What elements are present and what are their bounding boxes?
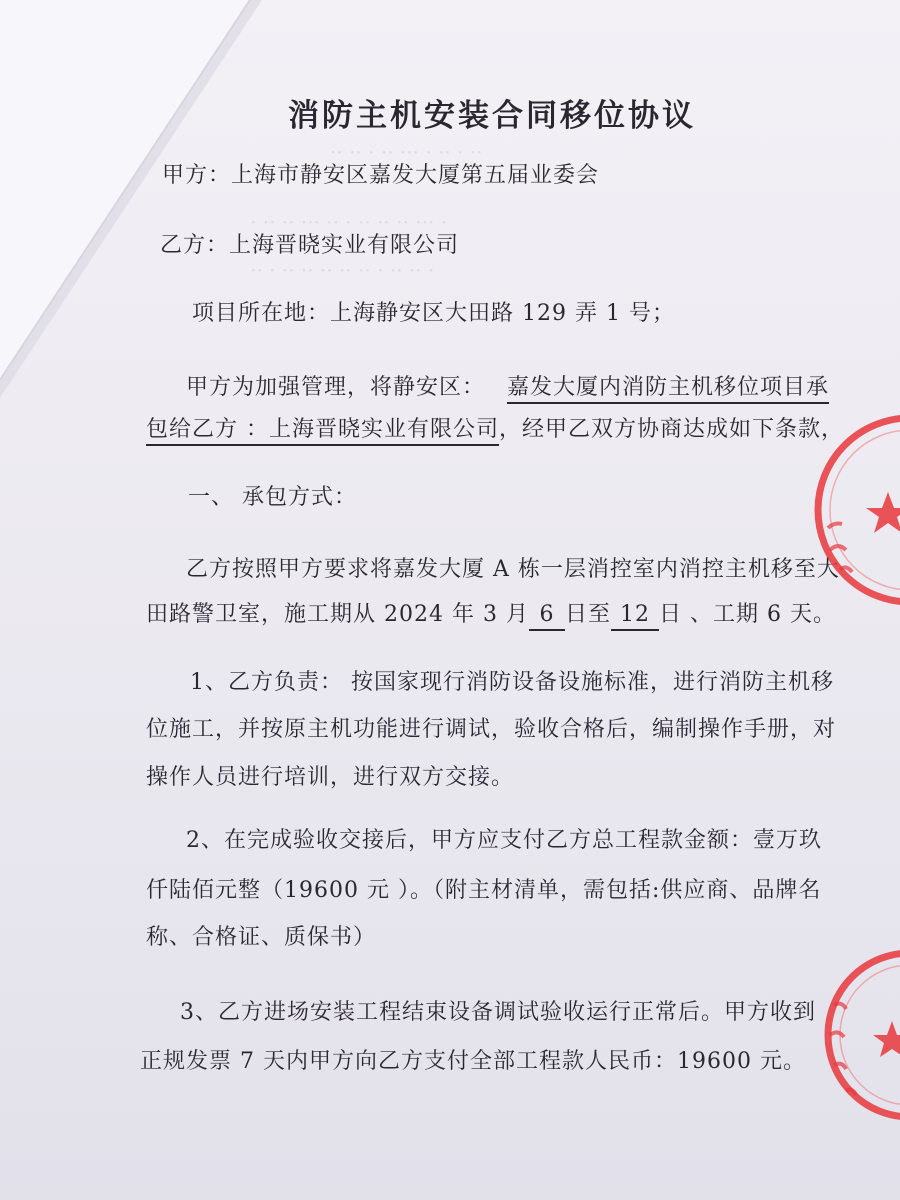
intro-suffix: ，经甲乙双方协商达成如下条款， — [499, 417, 845, 442]
intro-paragraph-line1 — [186, 370, 829, 401]
section1-heading: 一、 承包方式： — [188, 485, 357, 510]
clause3-line2: 正规发票 7 天内甲方向乙方支付全部工程款人民币：19600 元。 — [140, 1049, 806, 1074]
bleed-through-text: ·· · ·· ·· ·· ·· ·· · ·· ·· · — [250, 258, 435, 282]
party-a-name: 上海市静安区嘉发大厦第五届业委会 — [231, 163, 600, 188]
clause2-line2: 仟陆佰元整（19600 元 ）。（附主材清单，需包括:供应商、品牌名 — [146, 878, 822, 903]
intro-project-underlined: 嘉发大厦内消防主机移位项目承 — [507, 375, 829, 404]
construction-period-text: 田路警卫室，施工期从 2024 年 3 月 — [146, 602, 529, 627]
location-label: 项目所在地： — [192, 301, 331, 326]
location-value: 上海静安区大田路 129 弄 1 号； — [330, 301, 675, 326]
clause3-line1: 3、乙方进场安装工程结束设备调试验收运行正常后。甲方收到 — [180, 1000, 816, 1025]
clause2-line1: 2、在完成验收交接后，甲方应支付乙方总工程款金额：壹万玖 — [186, 828, 822, 853]
intro-prefix: 甲方为加强管理，将静安区： — [186, 375, 486, 400]
party-a — [162, 158, 599, 189]
clause2-line3: 称、合格证、质保书） — [146, 925, 377, 950]
party-a-label: 甲方： — [162, 163, 232, 188]
clause1-line3: 操作人员进行培训，进行双方交接。 — [146, 765, 515, 790]
start-day: 6 — [529, 602, 565, 631]
bleed-through-text: · ·· ·· ··· ·· · ·· ·· ·· ··· · — [250, 210, 448, 234]
intro-paragraph-line2 — [146, 412, 844, 443]
bleed-through-text: ·· ·· · ·· ··· · ·· · ·· — [330, 140, 483, 164]
construction-period-duration: 日 、工期 6 天。 — [658, 602, 836, 627]
project-location — [192, 296, 675, 327]
party-b-label: 乙方： — [160, 233, 230, 258]
section1-line1: 乙方按照甲方要求将嘉发大厦 A 栋一层消控室内消控主机移至大 — [186, 557, 840, 582]
clause1-line1: 1、乙方负责： 按国家现行消防设备设施标准，进行消防主机移 — [190, 670, 834, 695]
section1-line2 — [146, 597, 836, 631]
intro-contractor-underlined: 包给乙方 ：上海晋晓实业有限公司 — [146, 417, 499, 446]
party-b-name: 上海晋晓实业有限公司 — [229, 233, 460, 258]
clause1-line2: 位施工，并按原主机功能进行调试，验收合格后，编制操作手册，对 — [146, 717, 837, 742]
party-b — [160, 228, 459, 259]
committee-seal-stamp — [812, 945, 900, 1125]
document-title: 消防主机安装合同移位协议 — [288, 98, 696, 134]
construction-period-to: 日至 — [564, 602, 611, 627]
end-day: 12 — [611, 602, 659, 631]
company-seal-stamp — [800, 410, 900, 610]
